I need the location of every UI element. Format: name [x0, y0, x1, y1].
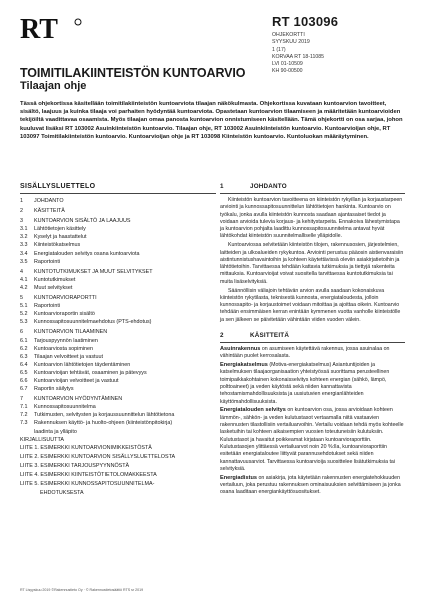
- page-subtitle: Tilaajan ohje: [20, 80, 87, 92]
- toc-subsection-item[interactable]: [20, 369, 240, 377]
- toc-subsection-item[interactable]: [20, 284, 240, 292]
- toc-item-label: Lähtötietojen käsittely: [34, 226, 86, 233]
- toc-section-item[interactable]: [20, 207, 240, 215]
- toc-item-number: 6.7: [20, 386, 28, 393]
- appendix-item[interactable]: LIITE 1. ESIMERKKI KUNTOARVIONIMIKKEISTÖSTÄ: [20, 444, 152, 451]
- definition-text: on asiakirja, jota käytetään rakennusten energiatehokkuuden vertailuun, joka perustuu rakennuksen ominaisuuksien selvittämiseen ja jonka osana laaditaan energiankäyttösuositukset.: [220, 474, 401, 496]
- toc-subsection-item[interactable]: [20, 318, 240, 326]
- section-title: JOHDANTO: [250, 183, 287, 190]
- definition-item: [220, 407, 405, 473]
- toc-subsection-item[interactable]: [20, 403, 240, 411]
- definition-text: on asumiseen käytettävä rakennus, jossa asuinalaa on vähintään puolet kerrosalasta.: [220, 346, 390, 360]
- toc-item-number: 6.3: [20, 353, 28, 360]
- toc-subsection-item[interactable]: [20, 225, 240, 233]
- toc-subsection-item[interactable]: [20, 276, 240, 284]
- paragraph: Säännöllisin väliajoin tehtävän arvion avulla saadaan kokonaiskuva kiinteistön rykytilasta, teknisestä kunnosta, energiataloudesta, jolloin kunnossapito- ja korjaustoimet voidaan mitoittaa ja ajoittaa oikein. Kuntoarvio tehdään ensimmäisen kerran enintään kymmenen vuotta vanholle kiinteistölle ja sen jälkeen se päivitetään vähintään viiden vuoden välein.: [220, 287, 401, 323]
- toc-item-number: 3.2: [20, 234, 28, 241]
- toc-item-label: Kunnossapitosuunnitelma: [34, 404, 96, 411]
- toc-item-label: JOHDANTO: [34, 198, 64, 204]
- toc-item-number: 3: [20, 218, 23, 225]
- definition-text: on kuntoarvion osa, jossa arvioidaan kohteen lämmön-, sähkön- ja veden kulutustasot vertaamalla niitä vastaavien rakennusten tilastollisiin vertailuarvoihin. Vertailu voidaan tehdä myös kohteelle lasketuihin tai kohteen aikaisempien vuosien toteutuneisiin kulutuksiin. Kulutustasot ja havaitut poikkeamat kirjataan kuntoarvioraporttiin. Kulutustasojen ylittäessä vertailuarvot noin 20 %:lla, kuntoarvioraporttiin esitetään energiataloutee liittyvät parannusehdotukset sekä niiden kannattavuusarviot. Tarvittaessa kuntoarvioija suosittelee lisätutkimuksia tai selvityksiä.: [220, 407, 404, 472]
- toc-item-number: [20, 428, 34, 436]
- toc-item-number: 5: [20, 295, 23, 302]
- toc-subsection-item[interactable]: [20, 310, 240, 318]
- bibliography-heading: KIRJALLISUUTTA: [20, 436, 64, 443]
- toc-item-label: Kunnossapitosuunnitelmaehdotus (PTS-ehdotus): [34, 319, 152, 326]
- definition-item: [220, 346, 405, 361]
- meta-line: OHJEKORTTI: [272, 32, 305, 38]
- toc-item-number: 7: [20, 396, 23, 403]
- toc-subsection-item[interactable]: [20, 377, 240, 385]
- toc-subsection-item[interactable]: [20, 361, 240, 369]
- toc-subsection-item[interactable]: [20, 345, 240, 353]
- section-divider: [220, 342, 405, 343]
- toc-item-label: laadinta ja ylläpito: [34, 428, 77, 435]
- toc-item-number: 4.2: [20, 284, 28, 291]
- definition-term: Energiakatselmus: [220, 362, 268, 369]
- toc-item-label: Raportointi: [34, 258, 61, 265]
- toc-item-number: 5.1: [20, 303, 28, 310]
- toc-item-number: 7.2: [20, 412, 28, 419]
- section-divider: [220, 193, 405, 194]
- appendix-item[interactable]: LIITE 5. ESIMERKKI KUNNOSSAPITOSUUNNITELMA-: [20, 480, 155, 487]
- section-title: KÄSITTEITÄ: [250, 332, 290, 340]
- toc-subsection-item[interactable]: [20, 250, 240, 258]
- definitions-list: [220, 346, 405, 496]
- meta-line: KORVAA RT 18-11085: [272, 53, 325, 60]
- toc-section-item[interactable]: [20, 328, 240, 336]
- toc-subsection-item[interactable]: [20, 411, 240, 419]
- appendix-item[interactable]: LIITE 3. ESIMERKKI TARJOUSPYYNNÖSTÄ: [20, 462, 130, 469]
- paragraph: Kiinteistön kuntoarvion tavoitteena on kiinteistön rykyillan ja korjaustarpeen arviointi ja kunnossapitosuunnittelun lähtötietojen hankinta. Kuntoarvio on työkalu, jonka avulla kiinteistön kunnosta saadaan ajantasaiset tiedot ja voidaan arvioida tulevia korjaus- ja kehitystarpeita. Ennakoiva lähestymistapa ja kuntoarvion pohjalta laadittu kunnossapitosuunnitelma antavat hyvät lähtökohdat kiinteistön suunnitelmalliselle ylläpidolle.: [220, 197, 403, 240]
- toc-item-number: 6.2: [20, 345, 28, 352]
- intro-paragraph: Tässä ohjekortissa käsitellään toimitilakiinteistön kuntoarviota tilaajan näkökulmasta. Ohjekortissa kuvataan kuntoarvion tavoitteet, sisältö, laajuus ja kuinka tilaaja voi parhaiten hyödyntää kuntoarviota. Opastetaan kuntoarvion tilaamiseen ja määritetään kuntoarvioiden tekijöiltä vaadittavaa osaamista. Myös tilaajan omaa panosta kuntoarvion onnistumiseen käsitellään. Tämä ohjekortti on osa sarjaa, johon kuuluvat lisäksi RT 103002 Asuinkiinteistön kuntoarvio. Tilaajan ohje, RT 103002 Asuinkiinteistön kuntoarvio. Kuntoarvioijan ohje, RT 103097 Toimitilakiinteistön kuntoarvio. Kuntoarvioijan ohje ja RT 103098 Kiinteistön kuntoarvio. Kuntoluokan määräytyminen.: [20, 101, 403, 140]
- definition-term: Energiatalouden selvitys: [220, 407, 286, 414]
- toc-item-label: Kyselyt ja haastattelut: [34, 234, 87, 241]
- definition-term: Energiadistus: [220, 474, 257, 481]
- toc-heading: SISÄLLYSLUETTELO: [20, 183, 96, 190]
- toc-item-number: 7.3: [20, 420, 28, 427]
- document-meta: [272, 32, 324, 76]
- meta-line: SYYSKUU 2019: [272, 39, 310, 46]
- toc-item-number: 6.5: [20, 369, 28, 376]
- toc-list: [20, 197, 240, 436]
- toc-section-item[interactable]: [20, 268, 240, 276]
- table-of-contents: [20, 183, 240, 498]
- toc-item-number: 4.1: [20, 276, 28, 283]
- toc-item-label: KUNTOARVION HYÖDYNTÄMINEN: [34, 396, 123, 403]
- toc-subsection-item[interactable]: [20, 337, 240, 345]
- toc-item-number: 6: [20, 329, 23, 336]
- toc-subsection-item[interactable]: [20, 302, 240, 310]
- toc-item-label: Tilaajan velvoitteet ja vastuut: [34, 353, 104, 360]
- appendix-list: [20, 444, 240, 498]
- toc-section-item[interactable]: [20, 395, 240, 403]
- toc-item-number: 6.1: [20, 337, 28, 344]
- main-content: [220, 183, 405, 498]
- toc-item-number: 3.3: [20, 242, 28, 249]
- appendix-item[interactable]: LIITE 4. ESIMERKKI KIINTEISTÖTIETOLOMAKKEESTA: [20, 471, 157, 478]
- toc-item-label: KUNTOARVIORAPORTTI: [34, 295, 97, 302]
- toc-item-label: Kuntoarviosta sopiminen: [34, 345, 94, 352]
- toc-section-item[interactable]: [20, 197, 240, 205]
- toc-item-label: Energiatalouden selvitys osana kuntoarviota: [34, 250, 140, 257]
- toc-subsection-item[interactable]: [20, 233, 240, 241]
- section-2: [220, 332, 405, 496]
- toc-section-item[interactable]: [20, 217, 240, 225]
- toc-item-label: KÄSITTEITÄ: [34, 208, 65, 215]
- toc-section-item[interactable]: [20, 294, 240, 302]
- toc-item-number: 2: [20, 208, 23, 215]
- toc-item-number: 3.4: [20, 250, 28, 257]
- toc-item-label: Rakennuksen käyttö- ja huolto-ohjeen (kiinteistönpitokirja): [34, 420, 173, 427]
- toc-item-label: Kiinteistökatselmus: [34, 242, 81, 249]
- toc-item-label: Kuntoarvioijan tehtävät, osaaminen ja pätevyys: [34, 369, 147, 376]
- toc-subsection-item[interactable]: [20, 428, 240, 436]
- toc-subsection-item[interactable]: [20, 241, 240, 249]
- toc-item-label: Kuntoarvioraportin sisältö: [34, 311, 95, 318]
- section-number: 1: [220, 183, 224, 190]
- toc-item-label: Tarjouspyynnön laatiminen: [34, 337, 98, 344]
- toc-item-label: KUNTOARVION SISÄLTÖ JA LAAJUUS: [34, 218, 131, 225]
- meta-line: 1 (17): [272, 46, 286, 53]
- page-title: TOIMITILAKIINTEISTÖN KUNTOARVIO: [20, 66, 246, 80]
- toc-item-number: 6.4: [20, 361, 28, 368]
- toc-item-label: Kuntotutkimukset: [34, 276, 76, 283]
- appendix-item[interactable]: EHDOTUKSESTA: [40, 489, 84, 496]
- rt-logo: [20, 14, 84, 44]
- definition-term: Asuinrakennus: [220, 346, 261, 353]
- definition-item: [220, 362, 405, 406]
- toc-item-number: 5.2: [20, 311, 28, 318]
- toc-item-label: Kuntoarvion lähtötietojen täydentäminen: [34, 361, 131, 368]
- section-heading: [220, 332, 405, 339]
- meta-line: LVI 01-10509: [272, 61, 303, 68]
- definition-item: [220, 475, 405, 497]
- section-number: 2: [220, 332, 224, 340]
- toc-item-number: 7.1: [20, 404, 28, 411]
- toc-subsection-item[interactable]: [20, 353, 240, 361]
- toc-item-label: Raportointi: [34, 303, 61, 310]
- paragraph: Kuntoarviossa selvitetään kiinteistön tilojen, rakennusosien, järjestelmien, laitteiden ja ulkoalueiden rykykuntoa. Arviointi perustuu pääosin aistienvaraisiin aistintunnistushavaintoihin ja kohteen käytettävissä oleviin asiakirjatietoihin ja lähtötietoihin. Tarvittaessa tehdään kattavia tutkimuksia ja tiettyjä rakenteita mittauksia. Kuntoarvioijat voivat suositella tarvittaessa kuntotutkimuksia tai muita lisäselvityksiä.: [220, 242, 404, 285]
- toc-subsection-item[interactable]: [20, 258, 240, 266]
- page-footer: RT Lisyyskuu 2019 ©Rakennustieto Oy · © Rakennustietosäätiö RTS sr 2019: [20, 588, 144, 592]
- document-number: RT 103096: [272, 14, 339, 29]
- toc-item-number: 6.6: [20, 377, 28, 384]
- svg-text:RT: RT: [20, 14, 58, 44]
- meta-line: KH 90-00500: [272, 68, 303, 75]
- toc-subsection-item[interactable]: [20, 385, 240, 393]
- toc-item-label: Tutkimusten, selvitysten ja korjaussuunnittelun lähtötietona: [34, 412, 175, 419]
- appendix-item[interactable]: LIITE 2. ESIMERKKI KUNTOARVION SISÄLLYSLUETTELOSTA: [20, 453, 176, 460]
- toc-item-number: 1: [20, 198, 23, 204]
- toc-item-number: 4: [20, 268, 23, 275]
- toc-item-label: KUNTOTUTKIMUKSET JA MUUT SELVITYKSET: [34, 268, 153, 275]
- toc-item-label: Muut selvitykset: [34, 284, 73, 291]
- toc-item-number: 3.1: [20, 226, 28, 233]
- toc-item-label: Kuntoarvioijan velvoitteet ja vastuut: [34, 377, 119, 384]
- toc-divider: [20, 193, 216, 194]
- toc-item-label: Raportin säilytys: [34, 386, 74, 393]
- toc-subsection-item[interactable]: [20, 419, 240, 427]
- toc-item-label: KUNTOARVION TILAAMINEN: [34, 329, 108, 336]
- toc-item-number: 5.3: [20, 319, 28, 326]
- definition-text: (Motiva-energiakatselmus) Asiantuntijoiden ja katselmuksen tilaajaorganisaation yhteistyössä suorittama perusteellinen toimipaikkakohtainen kokonaisselvitys kohteen energian (sähkö, lämpö, polttoaineet) ja veden käytöstä sekä niiden kannattavista tehostamismahdollisuuksista ja uusiutuvien energianlähteiden käyttömahdollisuuksista.: [220, 362, 390, 405]
- section-heading: [220, 183, 405, 190]
- toc-item-number: 3.5: [20, 258, 28, 265]
